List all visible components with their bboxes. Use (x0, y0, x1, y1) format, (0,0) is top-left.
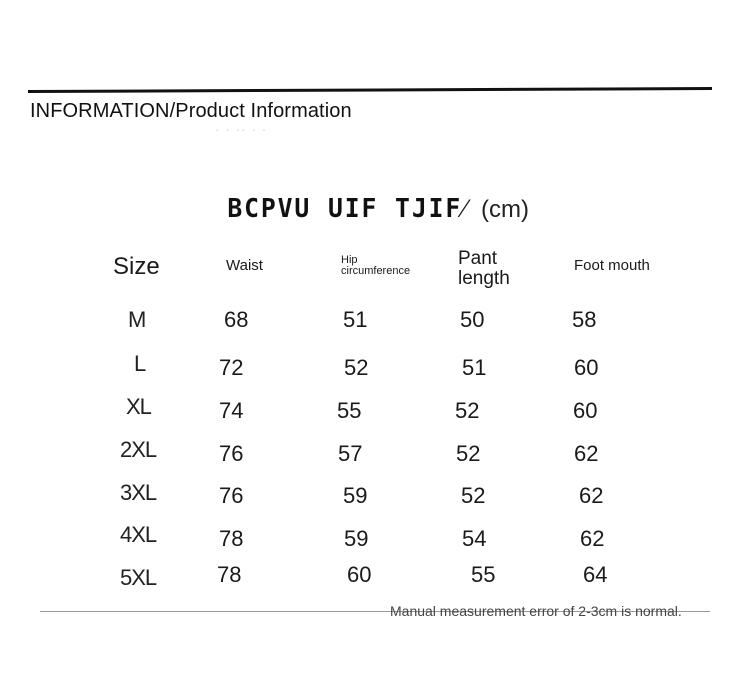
pant-cell: 52 (461, 483, 486, 508)
top-rule (28, 87, 712, 93)
waist-cell: 76 (219, 483, 244, 508)
header-foot-mouth: Foot mouth (574, 257, 650, 274)
page-title: INFORMATION/Product Information (30, 100, 352, 122)
sheet-title-text: BCPVU UIF TJIF⁄ (227, 194, 469, 224)
header-hip-line2: circumference (341, 265, 411, 277)
pant-cell: 54 (462, 526, 487, 551)
hip-cell: 52 (344, 355, 369, 380)
hip-cell: 55 (337, 398, 362, 423)
measurement-note: Manual measurement error of 2-3cm is normal. (390, 603, 682, 619)
foot-cell: 58 (572, 307, 597, 332)
header-pant-line2: length (458, 268, 510, 289)
ghost-watermark-text: ⋅ ⋅ ⋅⋅ ⋅ ⋅ (215, 122, 268, 138)
foot-cell: 62 (580, 526, 605, 551)
pant-cell: 51 (462, 355, 487, 380)
header-size: Size (113, 253, 160, 280)
hip-cell: 57 (338, 441, 363, 466)
header-pant-length (458, 249, 510, 289)
hip-cell: 59 (344, 526, 369, 551)
hip-cell: 51 (343, 307, 368, 332)
header-pant-line1: Pant (458, 248, 498, 269)
hip-cell: 60 (347, 562, 372, 587)
size-cell: 4XL (120, 522, 157, 547)
waist-cell: 72 (219, 355, 244, 380)
size-cell: 2XL (120, 437, 157, 462)
size-cell: 5XL (120, 565, 157, 590)
header-hip (341, 255, 410, 277)
foot-cell: 60 (574, 355, 599, 380)
foot-cell: 62 (574, 441, 599, 466)
sheet-title (0, 194, 750, 224)
waist-cell: 76 (219, 441, 244, 466)
header-hip-line1: Hip (341, 254, 358, 266)
foot-cell: 60 (573, 398, 598, 423)
waist-cell: 78 (219, 526, 244, 551)
sheet-title-unit: (cm) (480, 196, 529, 223)
waist-cell: 74 (219, 398, 244, 423)
waist-cell: 68 (224, 307, 249, 332)
pant-cell: 52 (455, 398, 480, 423)
header-waist: Waist (226, 257, 263, 274)
pant-cell: 52 (456, 441, 481, 466)
foot-cell: 62 (579, 483, 604, 508)
hip-cell: 59 (343, 483, 368, 508)
size-cell: XL (126, 394, 151, 419)
foot-cell: 64 (583, 562, 608, 587)
size-cell: M (128, 307, 146, 332)
pant-cell: 55 (471, 562, 496, 587)
size-cell: 3XL (120, 480, 157, 505)
waist-cell: 78 (217, 562, 242, 587)
pant-cell: 50 (460, 307, 485, 332)
size-cell: L (134, 351, 146, 376)
